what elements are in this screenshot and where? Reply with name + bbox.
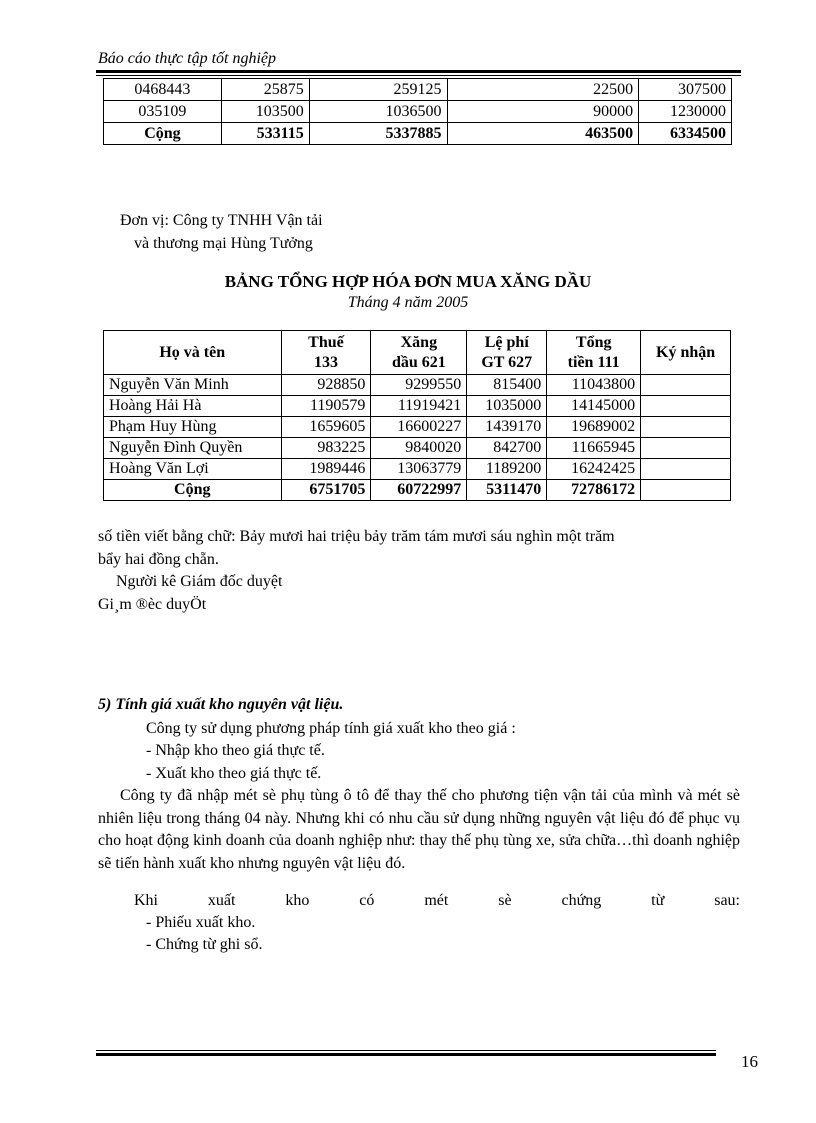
table-cell: Hoàng Văn Lợi — [104, 459, 282, 480]
sign-cell — [641, 375, 731, 396]
sign-cell — [641, 396, 731, 417]
table-cell: Cộng — [104, 480, 282, 501]
table-cell: 983225 — [281, 438, 371, 459]
bullet-1: - Nhập kho theo giá thực tế. — [146, 742, 325, 759]
section-heading: 5) Tính giá xuất kho nguyên vật liệu. — [98, 696, 344, 713]
table-total-row — [104, 480, 731, 501]
table-cell: 11043800 — [547, 375, 641, 396]
table-row — [104, 459, 731, 480]
table-cell: 1189200 — [467, 459, 547, 480]
table-cell: 815400 — [467, 375, 547, 396]
table-cell: 1190579 — [281, 396, 371, 417]
table-cell: 19689002 — [547, 417, 641, 438]
table-cell: 72786172 — [547, 480, 641, 501]
table-subtitle: Tháng 4 năm 2005 — [347, 294, 469, 311]
header-sign: Ký nhận — [641, 331, 731, 375]
bullet-2: - Xuất kho theo giá thực tế. — [146, 765, 322, 782]
sign-cell — [641, 480, 731, 501]
amount-in-words-1: số tiền viết bằng chữ: Bảy mươi hai triệu bảy trăm tám mươi sáu nghìn một trăm — [98, 528, 615, 545]
table-title: BẢNG TỔNG HỢP HÓA ĐƠN MUA XĂNG DẦU — [224, 272, 592, 291]
table-row — [104, 417, 731, 438]
sign-cell — [641, 459, 731, 480]
table-cell: 307500 — [639, 79, 732, 101]
table-cell: 5337885 — [309, 123, 447, 145]
sign-cell — [641, 417, 731, 438]
table-row — [104, 79, 732, 101]
table-cell: 13063779 — [371, 459, 467, 480]
section-paragraph-2: Công ty đã nhập mét sè phụ tùng ô tô để thay thế cho phương tiện vận tải của mình và mét sè nhiên liệu trong tháng 04 này. Nhưng khi có nhu cầu sử dụng những nguyên vật liệu đó để phục vụ cho hoạt động kinh doanh của doanh nghiệp như: thay thế phụ tùng xe, sửa chữa…thì doanh nghiệp sẽ tiến hành xuất kho nhưng nguyên vật liệu đó. — [98, 787, 740, 872]
bullet-4: - Chứng từ ghi sổ. — [146, 936, 263, 953]
table-row — [104, 438, 731, 459]
table-cell: 16242425 — [547, 459, 641, 480]
table-cell: 259125 — [309, 79, 447, 101]
table-row — [104, 101, 732, 123]
table-header-row — [104, 331, 731, 375]
footer-rule-thick — [96, 1053, 716, 1056]
table-cell: 14145000 — [547, 396, 641, 417]
table-cell: 928850 — [281, 375, 371, 396]
table-cell: 463500 — [447, 123, 639, 145]
header-total: Tổng tiền 111 — [547, 331, 641, 375]
table-cell: Nguyễn Đình Quyền — [104, 438, 282, 459]
footer-rule-thin — [96, 1050, 716, 1051]
header-name: Họ và tên — [104, 331, 282, 375]
table-cell: 6334500 — [639, 123, 732, 145]
unit-line-1: Đơn vị: Công ty TNHH Vận tải — [120, 212, 323, 229]
running-header: Báo cáo thực tập tốt nghiệp — [98, 50, 277, 67]
section-paragraph-1: Công ty sử dụng phương pháp tính giá xuất kho theo giá : — [146, 720, 516, 737]
table-cell: 533115 — [221, 123, 309, 145]
signers-line: Người kê Giám đốc duyệt — [116, 573, 283, 590]
table-total-row — [104, 123, 732, 145]
table-row — [104, 396, 731, 417]
continued-table — [103, 78, 732, 145]
table-cell: 035109 — [104, 101, 222, 123]
table-cell: 0468443 — [104, 79, 222, 101]
sign-cell — [641, 438, 731, 459]
table-cell: 16600227 — [371, 417, 467, 438]
bullet-3: - Phiếu xuất kho. — [146, 914, 256, 931]
table-cell: Nguyễn Văn Minh — [104, 375, 282, 396]
header-rule-thin — [96, 75, 741, 76]
table-cell: 5311470 — [467, 480, 547, 501]
unit-line-2: và thương mại Hùng Tưởng — [134, 235, 313, 252]
amount-in-words-2: bẩy hai đồng chẵn. — [98, 551, 219, 568]
table-cell: 1230000 — [639, 101, 732, 123]
header-fuel: Xăng dầu 621 — [371, 331, 467, 375]
table-cell: 1035000 — [467, 396, 547, 417]
table-cell: 9840020 — [371, 438, 467, 459]
table-cell: 1989446 — [281, 459, 371, 480]
table-cell: 842700 — [467, 438, 547, 459]
table-cell: 25875 — [221, 79, 309, 101]
table-row — [104, 375, 731, 396]
page-number: 16 — [741, 1052, 758, 1071]
table-cell: 1439170 — [467, 417, 547, 438]
section-paragraph-3: Khi xuất kho có mét sè chứng từ sau: — [134, 892, 740, 909]
garbled-signer-line: Gi¸m ®èc duyÖt — [98, 596, 207, 613]
fuel-invoice-summary-table — [103, 330, 731, 501]
table-cell: 22500 — [447, 79, 639, 101]
header-tax: Thuế 133 — [281, 331, 371, 375]
table-cell: 6751705 — [281, 480, 371, 501]
table-cell: Hoàng Hải Hà — [104, 396, 282, 417]
table-cell: 11665945 — [547, 438, 641, 459]
table-cell: 9299550 — [371, 375, 467, 396]
table-cell: 11919421 — [371, 396, 467, 417]
table-cell: 1036500 — [309, 101, 447, 123]
table-cell: 1659605 — [281, 417, 371, 438]
table-cell: 60722997 — [371, 480, 467, 501]
table-cell: Phạm Huy Hùng — [104, 417, 282, 438]
table-cell: 103500 — [221, 101, 309, 123]
header-rule-thick — [96, 70, 741, 73]
table-cell: Cộng — [104, 123, 222, 145]
table-cell: 90000 — [447, 101, 639, 123]
header-fee: Lệ phí GT 627 — [467, 331, 547, 375]
